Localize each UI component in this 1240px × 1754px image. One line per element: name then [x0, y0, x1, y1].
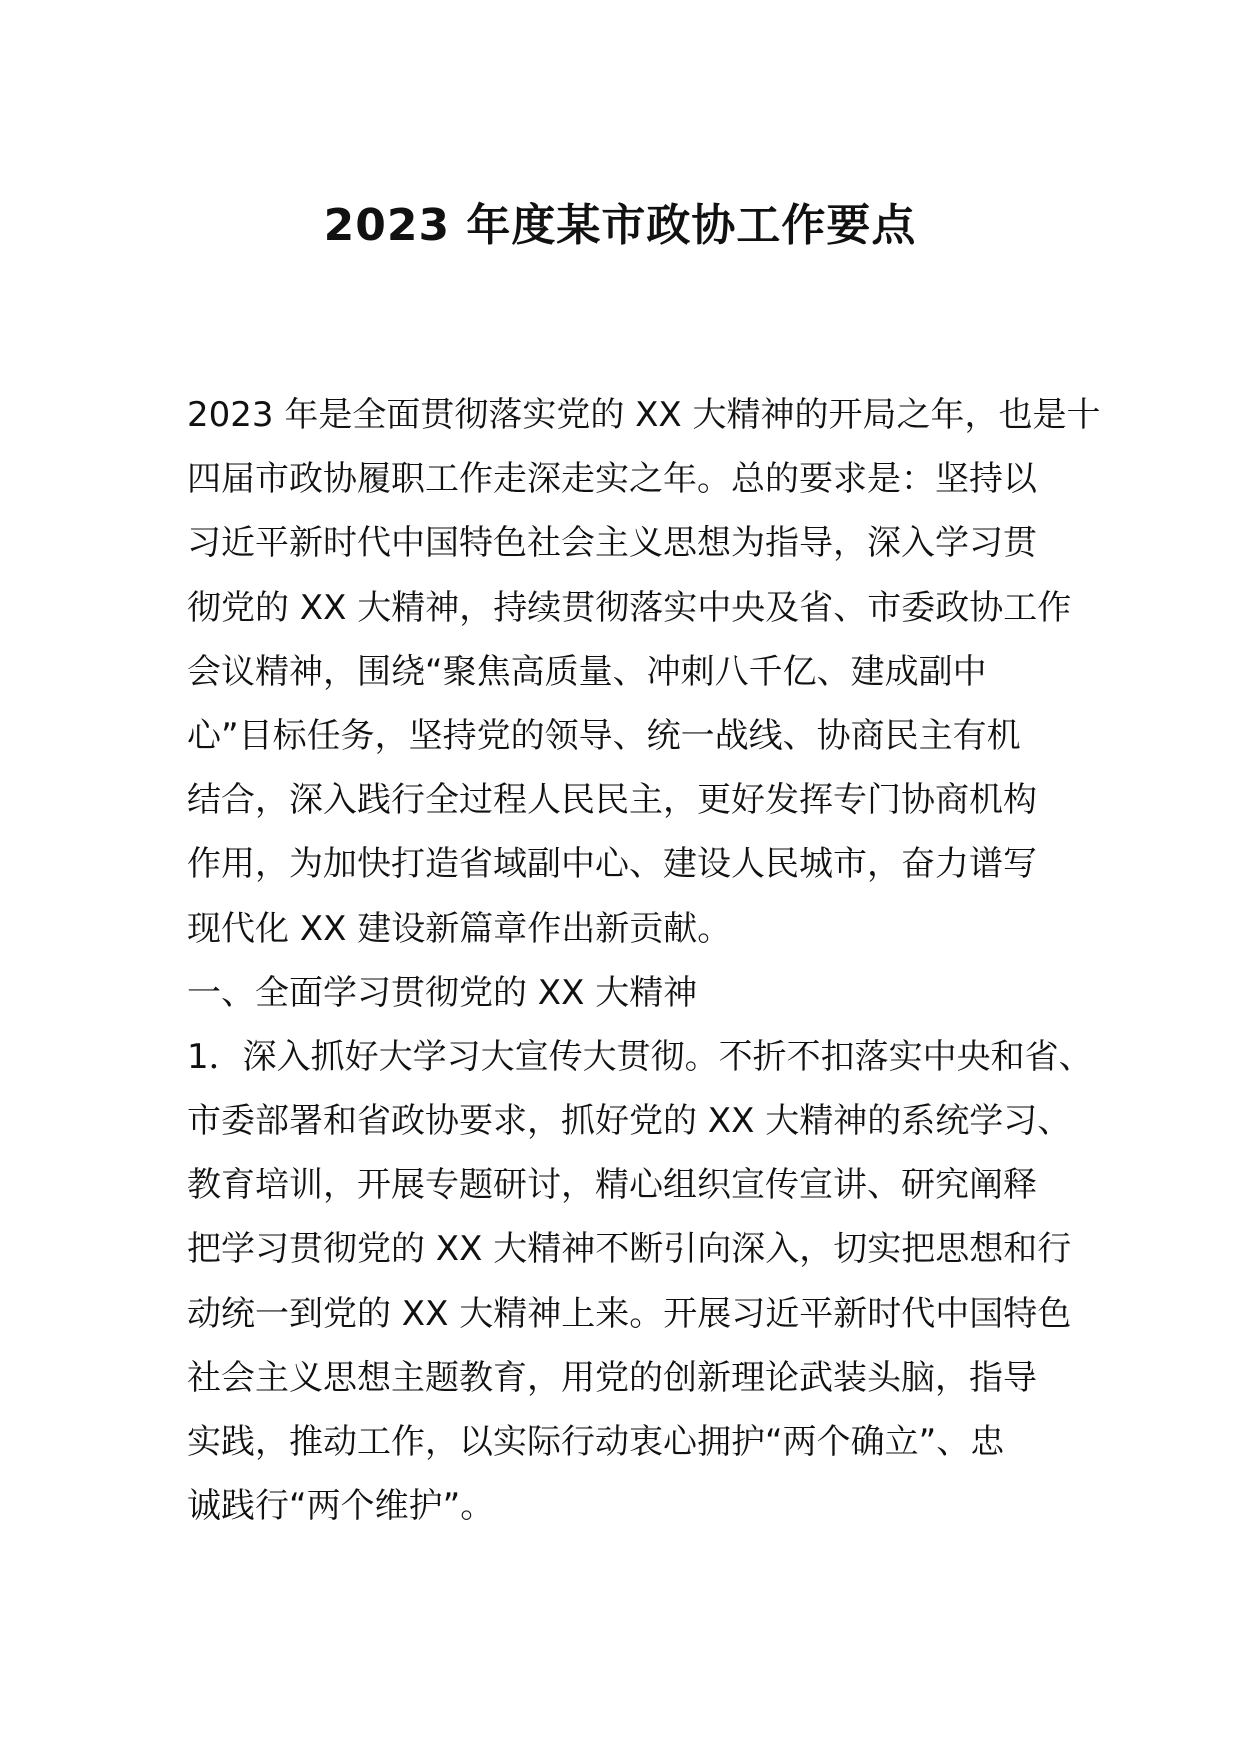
document-body: [187, 383, 1101, 1538]
body-line: 彻党的 XX 大精神，持续贯彻落实中央及省、市委政协工作: [187, 587, 1072, 628]
section-heading: 一、全面学习贯彻党的 XX 大精神: [187, 972, 698, 1013]
body-line: 现代化 XX 建设新篇章作出新贡献。: [187, 908, 732, 949]
body-line: 会议精神，围绕“聚焦高质量、冲刺八千亿、建成副中: [187, 651, 987, 692]
body-line: 实践，推动工作，以实际行动衷心拥护“两个确立”、忠: [187, 1422, 1005, 1462]
document-title: 2023 年度某市政协工作要点: [323, 200, 917, 251]
body-line: 教育培训，开展专题研讨，精心组织宣传宣讲、研究阐释: [187, 1165, 1037, 1206]
body-line: 四届市政协履职工作走深走实之年。总的要求是：坚持以: [187, 459, 1037, 500]
body-line: 诚践行“两个维护”。: [187, 1486, 495, 1527]
body-line: 作用，为加快打造省域副中心、建设人民城市，奋力谱写: [187, 844, 1037, 885]
body-line: 2023 年是全面贯彻落实党的 XX 大精神的开局之年，也是十: [187, 395, 1101, 435]
body-line: 动统一到党的 XX 大精神上来。开展习近平新时代中国特色: [187, 1293, 1072, 1334]
body-line: 结合，深入践行全过程人民民主，更好发挥专门协商机构: [187, 780, 1037, 821]
body-line: 1．深入抓好大学习大宣传大贯彻。不折不扣落实中央和省、: [187, 1036, 1093, 1077]
body-line: 习近平新时代中国特色社会主义思想为指导，深入学习贯: [187, 523, 1037, 564]
body-line: 市委部署和省政协要求，抓好党的 XX 大精神的系统学习、: [187, 1101, 1072, 1142]
body-line: 把学习贯彻党的 XX 大精神不断引向深入，切实把思想和行: [187, 1229, 1072, 1270]
body-line: 社会主义思想主题教育，用党的创新理论武装头脑，指导: [187, 1357, 1037, 1398]
body-line: 心”目标任务，坚持党的领导、统一战线、协商民主有机: [187, 715, 1021, 756]
